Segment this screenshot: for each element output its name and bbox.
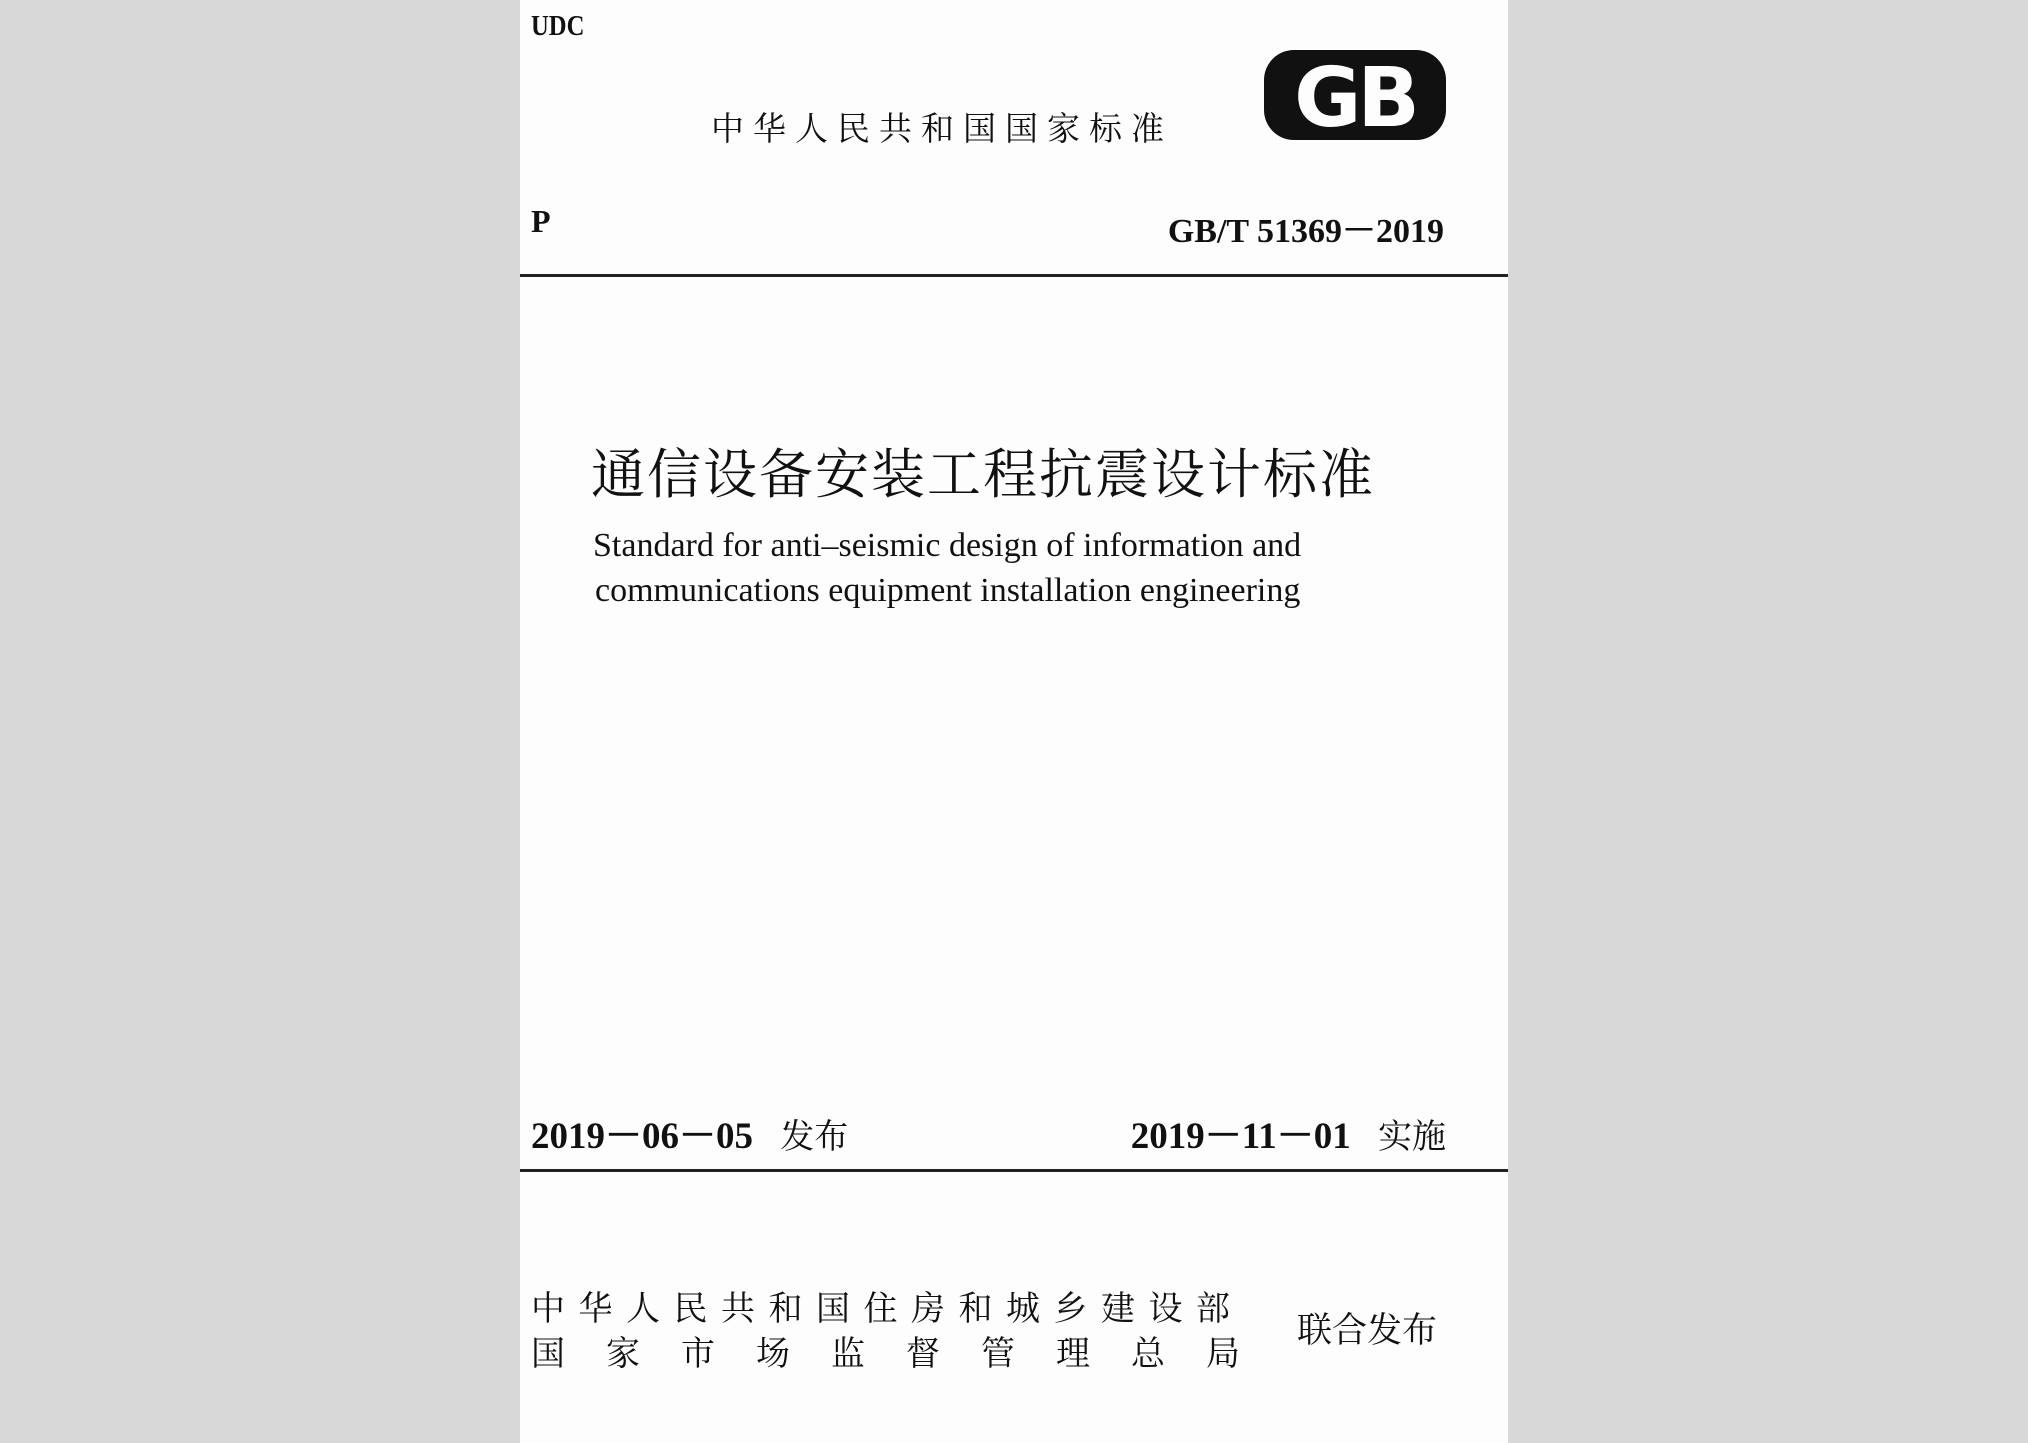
issue-date bbox=[531, 1105, 848, 1159]
effective-date-value: 2019－11－01 bbox=[1130, 1116, 1351, 1157]
header-divider bbox=[520, 274, 1508, 277]
effective-date bbox=[1131, 1105, 1446, 1159]
issue-date-value: 2019－06－05 bbox=[531, 1116, 753, 1157]
document-title-english-line1: Standard for anti–seismic design of information and bbox=[593, 527, 1302, 564]
svg-text:GB: GB bbox=[1294, 51, 1416, 142]
joint-issue-label: 联合发布 bbox=[1297, 1311, 1438, 1351]
standard-number: GB/T 51369－2019 bbox=[1167, 213, 1444, 250]
date-divider bbox=[520, 1169, 1508, 1172]
category-code: P bbox=[531, 203, 551, 239]
document-title-english-line2: communications equipment installation engineering bbox=[595, 572, 1301, 609]
issuer-ministry: 中华人民共和国住房和城乡建设部 bbox=[531, 1289, 1244, 1329]
issue-label: 发布 bbox=[780, 1117, 849, 1157]
document-title-chinese: 通信设备安装工程抗震设计标准 bbox=[591, 445, 1375, 505]
effective-label: 实施 bbox=[1378, 1117, 1446, 1157]
document-cover bbox=[520, 0, 1508, 1443]
gb-logo bbox=[1262, 48, 1448, 142]
udc-label: UDC bbox=[531, 10, 585, 42]
issuer-administration: 国家市场监督管理总局 bbox=[531, 1334, 1281, 1374]
national-standard-heading: 中华人民共和国国家标准 bbox=[711, 109, 1173, 148]
